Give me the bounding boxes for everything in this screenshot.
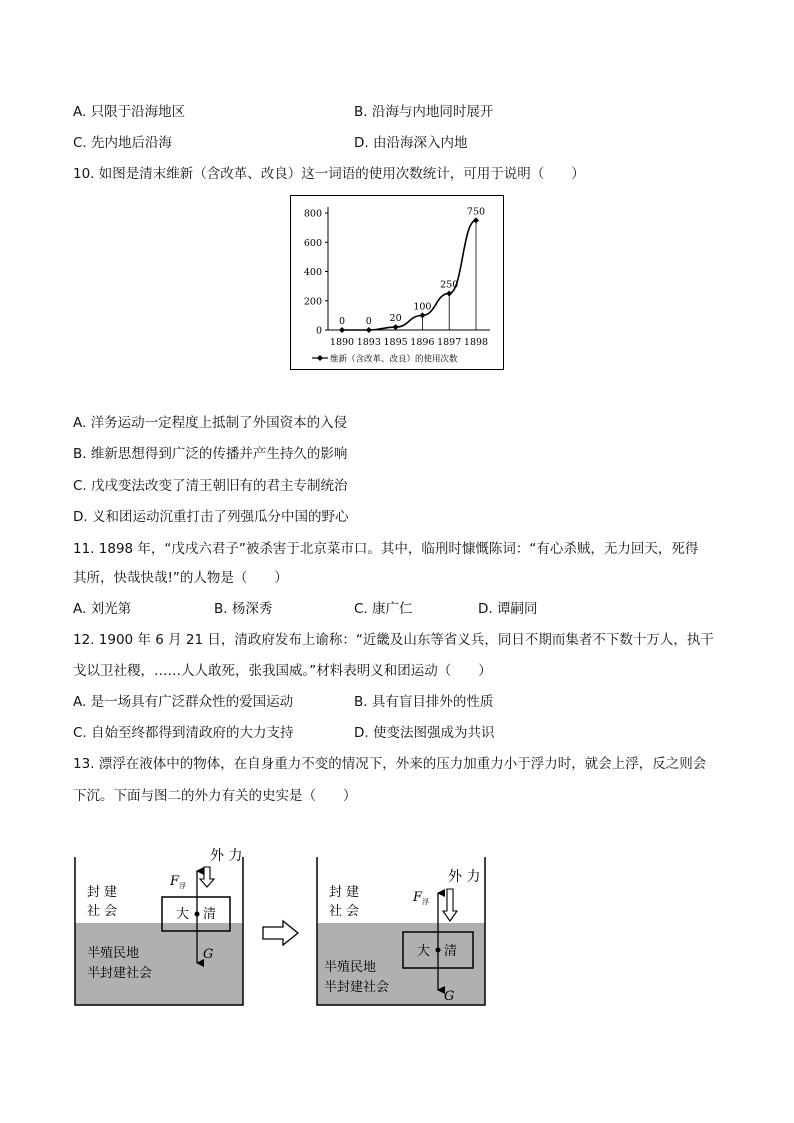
data-label: 0 [365, 316, 372, 327]
q9-option-d: D. 由沿海深入内地 [354, 135, 468, 151]
q10-option-a: A. 洋务运动一定程度上抵制了外国资本的入侵 [73, 415, 348, 431]
q11-option-b: B. 杨深秀 [214, 601, 273, 617]
fig1-lower-1: 半殖民地 [87, 946, 140, 961]
fig1-upper-3: 社 [87, 904, 101, 919]
fig1-upper-1: 封 [87, 885, 101, 900]
x-tick-label: 1895 [383, 337, 408, 348]
fig2-buoyancy-label: F [413, 890, 423, 905]
fig1-upper-2: 建 [104, 885, 118, 900]
legend-label: 维新（含改革、改良）的使用次数 [330, 354, 458, 365]
q11-option-a: A. 刘光第 [73, 601, 132, 617]
x-tick-label: 1897 [437, 337, 462, 348]
fig2-upper-3: 社 [329, 904, 343, 919]
fig1-external-force-arrow [200, 867, 214, 887]
fig2-upper-4: 会 [346, 904, 360, 919]
fig1-external-force-label: 外 力 [210, 848, 243, 864]
fig2-lower-2: 半封建社会 [324, 980, 390, 995]
y-tick-label: 800 [303, 208, 322, 220]
x-tick-label: 1898 [463, 337, 489, 348]
q9-option-a: A. 只限于沿海地区 [73, 104, 186, 120]
data-label: 0 [338, 316, 346, 327]
data-label: 250 [440, 279, 459, 291]
q10-stem: 10. 如图是清末维新（含改革、改良）这一词语的使用次数统计，可用于说明（ ） [73, 166, 585, 182]
q12-option-c: C. 自始至终都得到清政府的大力支持 [73, 725, 294, 741]
q10-option-c: C. 戊戌变法改变了清王朝旧有的君主专制统治 [73, 478, 348, 494]
fig1-liquid [75, 923, 243, 1005]
q9-option-b: B. 沿海与内地同时展开 [354, 104, 494, 120]
buoyancy-figure [70, 845, 490, 1010]
q9-option-c: C. 先内地后沿海 [73, 135, 173, 151]
q12-option-a: A. 是一场具有广泛群众性的爱国运动 [73, 694, 294, 710]
fig1-box-left: 大 [176, 907, 190, 922]
fig2-box-left: 大 [417, 944, 431, 959]
transition-arrow [263, 921, 298, 945]
q12-stem-line1: 12. 1900 年 6 月 21 日，清政府发布上谕称：“近畿及山东等省义兵，同日不期而集者不下数十万人，执干 [73, 632, 714, 648]
y-tick-label: 200 [303, 296, 322, 308]
fig1-box-right: 清 [203, 907, 217, 922]
y-tick-label: 0 [315, 325, 322, 337]
y-tick-label: 600 [303, 237, 322, 249]
q13-stem-line1: 13. 漂浮在液体中的物体，在自身重力不变的情况下，外来的压力加重力小于浮力时，就会上浮，反之则会 [73, 756, 707, 772]
x-tick-label: 1896 [410, 337, 435, 348]
data-label: 750 [466, 206, 486, 218]
data-label: 20 [389, 313, 402, 325]
data-label: 100 [413, 301, 432, 313]
fig2-external-force-arrow [443, 889, 457, 921]
x-tick-label: 1890 [329, 337, 355, 348]
fig2-box-right: 清 [444, 944, 458, 959]
figure-two [317, 857, 485, 1005]
q11-option-d: D. 谭嗣同 [478, 601, 538, 617]
q12-option-b: B. 具有盲目排外的性质 [354, 694, 494, 710]
y-tick-label: 400 [303, 267, 322, 278]
q11-stem-line2: 其所，快哉快哉!”的人物是（ ） [73, 570, 288, 586]
q11-stem-line1: 11. 1898 年，“戊戌六君子”被杀害于北京菜市口。其中，临刑时慷慨陈词：“有心杀贼，无力回天，死得 [73, 541, 699, 557]
fig2-lower-1: 半殖民地 [324, 960, 377, 975]
fig2-gravity-label: G [444, 989, 455, 1004]
fig2-external-force-label: 外 力 [448, 869, 481, 885]
fig2-center-dot [436, 948, 441, 953]
fig1-gravity-label: G [203, 947, 214, 962]
q12-option-d: D. 使变法图强成为共识 [354, 725, 495, 741]
fig2-buoyancy-sub: 浮 [422, 898, 429, 906]
fig1-buoyancy-sub: 浮 [179, 882, 186, 890]
fig1-buoyancy-label: F [170, 874, 180, 889]
q12-stem-line2: 戈以卫社稷，……人人敢死，张我国威。”材料表明义和团运动（ ） [73, 663, 492, 679]
usage-line-chart [290, 195, 504, 370]
fig1-lower-2: 半封建社会 [87, 966, 153, 981]
fig2-upper-2: 建 [346, 885, 360, 900]
q13-stem-line2: 下沉。下面与图二的外力有关的史实是（ ） [73, 788, 357, 804]
fig1-center-dot [195, 912, 200, 917]
q11-option-c: C. 康广仁 [354, 601, 413, 617]
figure-one [75, 847, 243, 1005]
q10-option-b: B. 维新思想得到广泛的传播并产生持久的影响 [73, 446, 348, 462]
x-tick-label: 1893 [356, 337, 381, 348]
q10-option-d: D. 义和团运动沉重打击了列强瓜分中国的野心 [73, 509, 349, 525]
fig1-upper-4: 会 [104, 904, 118, 919]
fig2-upper-1: 封 [329, 885, 343, 900]
